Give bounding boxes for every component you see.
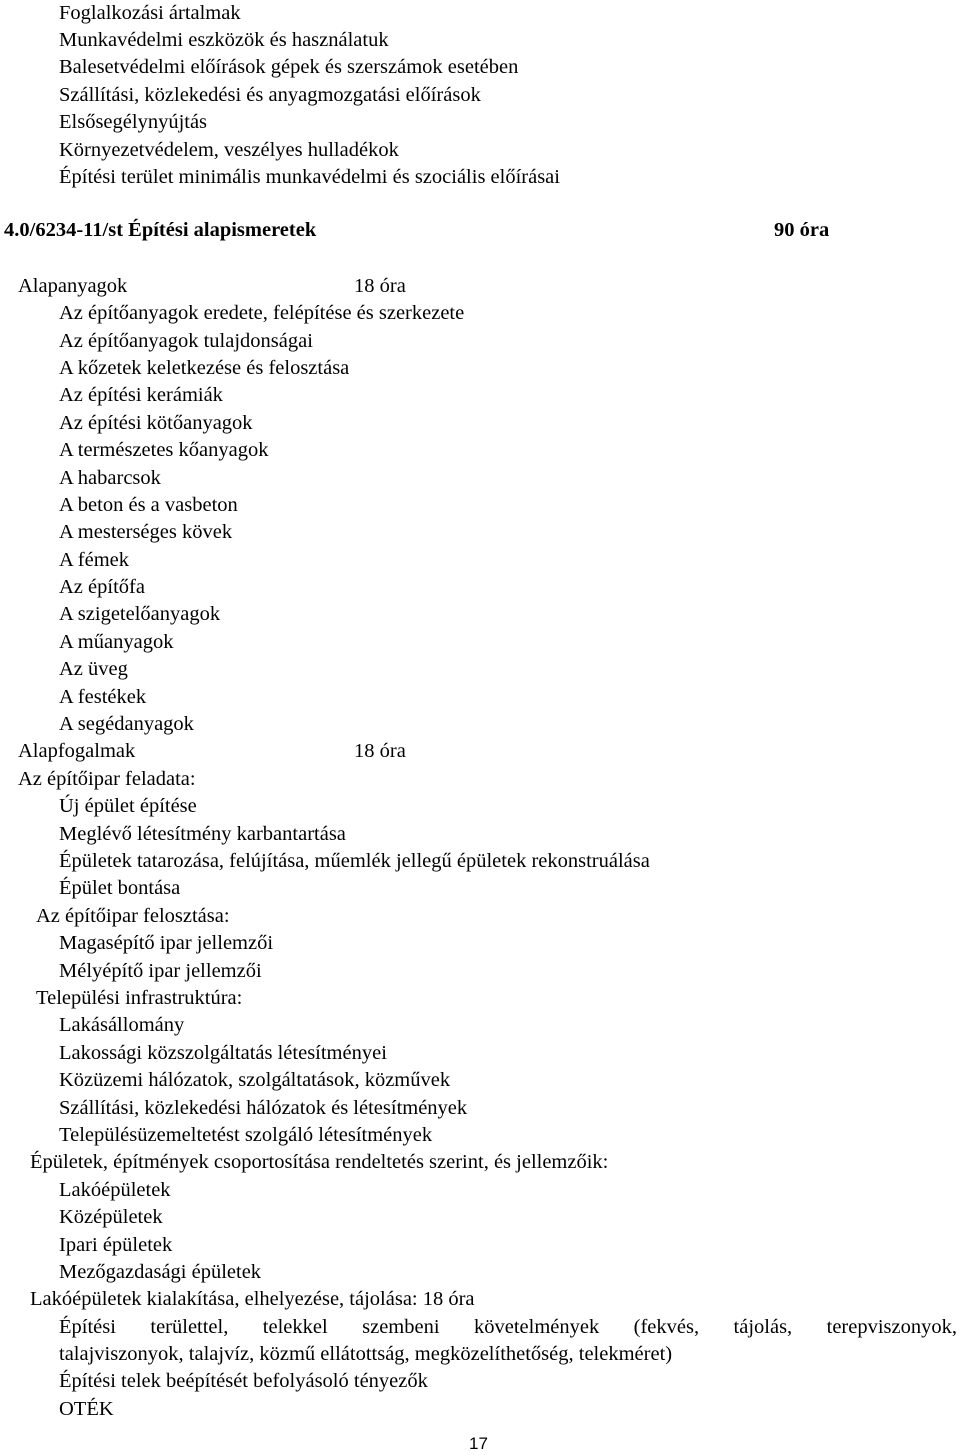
- list-item: Az építőanyagok eredete, felépítése és szerkezete: [59, 302, 465, 324]
- subheading-infrastruktura: Települési infrastruktúra:: [36, 987, 243, 1009]
- list-item: Az építőfa: [59, 576, 145, 598]
- list-item: Meglévő létesítmény karbantartása: [59, 823, 346, 845]
- list-item: A mesterséges kövek: [59, 521, 233, 543]
- list-item: Településüzemeltetést szolgáló létesítmények: [59, 1124, 433, 1146]
- intro-item: Szállítási, közlekedési és anyagmozgatási előírások: [59, 84, 481, 106]
- intro-item: Munkavédelmi eszközök és használatuk: [59, 29, 389, 51]
- list-item: Középületek: [59, 1206, 163, 1228]
- list-item: Az építőanyagok tulajdonságai: [59, 330, 313, 352]
- page-number: 17: [469, 1434, 488, 1453]
- list-item: Magasépítő ipar jellemzői: [59, 932, 274, 954]
- module-title: 4.0/6234-11/st Építési alapismeretek: [4, 219, 317, 241]
- list-item: Lakossági közszolgáltatás létesítményei: [59, 1042, 387, 1064]
- list-item: Lakóépületek: [59, 1179, 171, 1201]
- list-item: A kőzetek keletkezése és felosztása: [59, 357, 350, 379]
- list-item: Ipari épületek: [59, 1234, 173, 1256]
- list-item: Mezőgazdasági épületek: [59, 1261, 262, 1283]
- list-item: OTÉK: [59, 1398, 114, 1420]
- intro-item: Építési terület minimális munkavédelmi és szociális előírásai: [59, 166, 560, 188]
- list-item: Közüzemi hálózatok, szolgáltatások, közművek: [59, 1069, 451, 1091]
- intro-item: Foglalkozási ártalmak: [59, 2, 241, 24]
- list-item: A festékek: [59, 686, 147, 708]
- list-item: A szigetelőanyagok: [59, 603, 221, 625]
- intro-item: Környezetvédelem, veszélyes hulladékok: [59, 139, 399, 161]
- subheading-feladata: Az építőipar feladata:: [18, 768, 196, 790]
- intro-item: Elsősegélynyújtás: [59, 111, 208, 133]
- list-item: Az építési kerámiák: [59, 384, 223, 406]
- topic-title-alapfogalmak: Alapfogalmak: [18, 740, 136, 762]
- list-item: A műanyagok: [59, 631, 174, 653]
- list-item: Épületek tatarozása, felújítása, műemlék jellegű épületek rekonstruálása: [59, 850, 650, 872]
- list-item: Épület bontása: [59, 877, 181, 899]
- list-item: Új épület építése: [59, 795, 197, 817]
- list-item: Mélyépítő ipar jellemzői: [59, 960, 262, 982]
- paragraph-line: Építési területtel, telekkel szembeni követelmények (fekvés, tájolás, terepviszonyok,: [59, 1316, 957, 1338]
- intro-item: Balesetvédelmi előírások gépek és szerszámok esetében: [59, 56, 519, 78]
- list-item: A fémek: [59, 549, 130, 571]
- topic-title-lakoepuletek: Lakóépületek kialakítása, elhelyezése, tájolása: 18 óra: [30, 1288, 475, 1310]
- list-item: Építési telek beépítését befolyásoló tényezők: [59, 1370, 428, 1392]
- topic-hours-alapanyagok: 18 óra: [354, 275, 406, 297]
- list-item: A természetes kőanyagok: [59, 439, 269, 461]
- list-item: Az üveg: [59, 658, 128, 680]
- list-item: A segédanyagok: [59, 713, 194, 735]
- list-item: A beton és a vasbeton: [59, 494, 238, 516]
- list-item: Az építési kötőanyagok: [59, 412, 253, 434]
- list-item: Szállítási, közlekedési hálózatok és létesítmények: [59, 1097, 468, 1119]
- paragraph-line: talajviszonyok, talajvíz, közmű ellátottság, megközelíthetőség, telekméret): [59, 1343, 673, 1365]
- topic-hours-alapfogalmak: 18 óra: [354, 740, 406, 762]
- subheading-csoportositas: Épületek, építmények csoportosítása rendeltetés szerint, és jellemzőik:: [30, 1151, 609, 1173]
- subheading-felosztasa: Az építőipar felosztása:: [36, 905, 230, 927]
- list-item: Lakásállomány: [59, 1014, 185, 1036]
- list-item: A habarcsok: [59, 467, 161, 489]
- module-hours: 90 óra: [774, 219, 830, 241]
- topic-title-alapanyagok: Alapanyagok: [18, 275, 128, 297]
